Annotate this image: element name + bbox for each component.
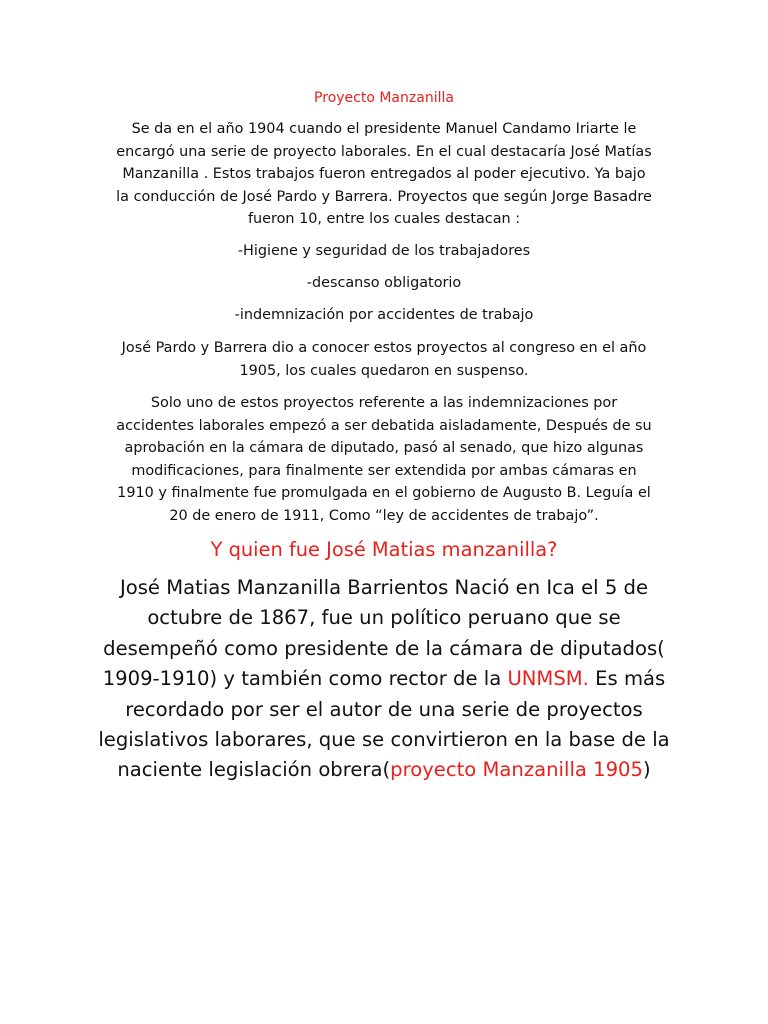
biography-text-part-2: Es más recordado por ser el autor de una serie de proyectos legislativos laborares, que se convirtieron en la base de la naciente legislación obrera( xyxy=(98,667,670,782)
document-title: Proyecto Manzanilla xyxy=(314,90,454,106)
unmsm-link[interactable]: UNMSM. xyxy=(507,667,589,691)
bullet-item-indemnity: -indemnización por accidentes de trabajo xyxy=(234,307,534,323)
paragraph-congress: José Pardo y Barrera dio a conocer estos proyectos al congreso en el año 1905, los cuales quedaron en suspenso. xyxy=(121,340,647,379)
proyecto-manzanilla-link[interactable]: proyecto Manzanilla 1905 xyxy=(390,758,643,782)
bullet-item-rest: -descanso obligatorio xyxy=(306,275,462,291)
bullet-item-hygiene: -Higiene y seguridad de los trabajadores xyxy=(237,243,531,259)
paragraph-intro: Se da en el año 1904 cuando el presidente Manuel Candamo Iriarte le encargó una serie de proyecto laborales. En el cual destacaría José Matías Manzanilla . Estos trabajos fueron entregados al poder ejecutivo. Ya bajo la conducción de José Pardo y Barrera. Proyectos que según Jorge Basadre fueron 10, entre los cuales destacan : xyxy=(116,121,652,228)
paragraph-biography xyxy=(0,573,768,786)
biography-text-part-1: José Matias Manzanilla Barrientos Nació en Ica el 5 de octubre de 1867, fue un político peruano que se desempeñó como presidente de la cámara de diputados( 1909-1910) y también como rector de la xyxy=(102,576,665,691)
section-question-heading: Y quien fue José Matias manzanilla? xyxy=(210,538,558,561)
paragraph-law: Solo uno de estos proyectos referente a las indemnizaciones por accidentes laborales empezó a ser debatida aisladamente, Después de su aprobación en la cámara de diputado, pasó al senado, que hizo algunas modificaciones, para finalmente ser extendida por ambas cámaras en 1910 y finalmente fue promulgada en el gobierno de Augusto B. Leguía el 20 de enero de 1911, Como “ley de accidentes de trabajo”. xyxy=(116,395,652,524)
biography-text-part-3: ) xyxy=(642,758,651,782)
